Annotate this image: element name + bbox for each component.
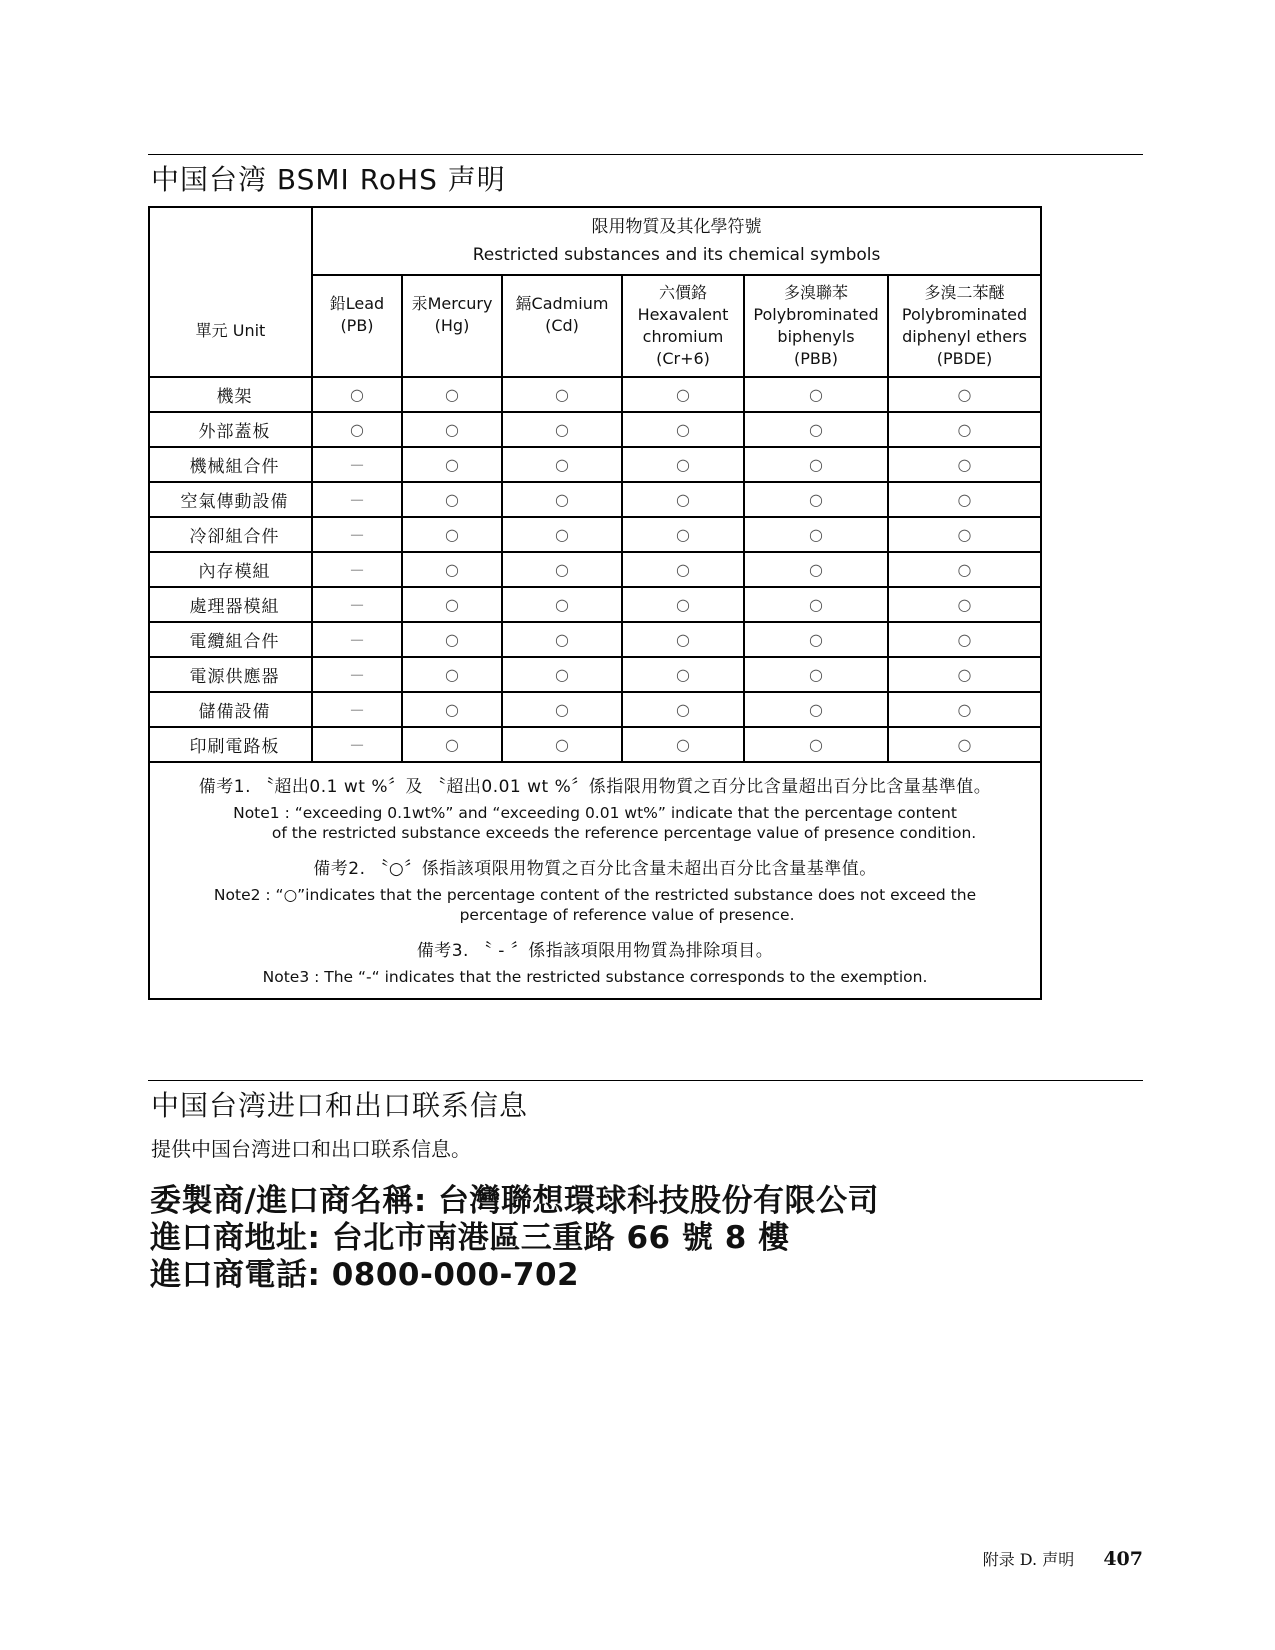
importer-address: 進口商地址: 台北市南港區三重路 66 號 8 樓 [150,1220,790,1256]
circle-mark: ○ [676,490,690,509]
footer-label: 附录 D. 声明 [982,1550,1075,1569]
substances-header-en: Restricted substances and its chemical symbols [472,245,881,265]
note-zh: 備考2. 〝○〞係指該項限用物質之百分比含量未超出百分比含量基準值。 [313,859,877,879]
circle-mark: ○ [676,560,690,579]
circle-mark: ○ [555,735,569,754]
substance-cell [402,692,502,727]
substance-cell [502,622,622,657]
substance-cell [402,587,502,622]
table-row [149,622,1041,657]
column-header-line2: (PB) [340,316,374,335]
substance-cell [888,622,1041,657]
column-header-line0: 六價鉻 [658,283,707,302]
column-header-line1: Hexavalent [637,305,729,324]
importer-name: 委製商/進口商名稱: 台灣聯想環球科技股份有限公司 [150,1183,880,1219]
circle-mark: ○ [676,735,690,754]
substance-cell [622,482,744,517]
component-name: 處理器模組 [149,587,312,622]
circle-mark: ○ [809,560,823,579]
column-header-line2: (Cd) [545,316,579,335]
column-header-line0: 多溴二苯醚 [924,283,1005,302]
substance-cell [502,552,622,587]
circle-mark: ○ [555,700,569,719]
substance-cell [622,587,744,622]
page-footer [983,1547,1143,1570]
circle-mark: ○ [676,700,690,719]
note-en-line1: Note1 : “exceeding 0.1wt%” and “exceeding 0.01 wt%” indicate that the percentage content [233,804,957,823]
column-header-line1: Polybrominated [901,305,1028,324]
circle-mark: ○ [957,420,972,439]
circle-mark: ○ [350,385,364,404]
column-header-line3 [503,337,621,359]
table-row [149,447,1041,482]
circle-mark: ○ [676,665,690,684]
circle-mark: ○ [555,420,569,439]
circle-mark: ○ [445,595,459,614]
substance-cell [402,622,502,657]
note-block [158,859,1032,925]
dash-mark: － [348,736,365,755]
circle-mark: ○ [555,560,569,579]
dash-mark: － [348,526,365,545]
column-header-line1: 鉛Lead [329,294,385,313]
column-header [888,275,1041,377]
note-zh: 備考1. 〝超出0.1 wt %〞及 〝超出0.01 wt %〞係指限用物質之百分比含量超出百分比含量基準值。 [198,777,992,797]
column-header [744,275,888,377]
dash-mark: － [348,666,365,685]
substance-cell [888,727,1041,762]
substance-cell [622,657,744,692]
section1-title: 中国台湾 BSMI RoHS 声明 [151,163,506,196]
circle-mark: ○ [676,385,690,404]
column-header-line1: 鎘Cadmium [515,294,609,313]
note-en-line2: of the restricted substance exceeds the reference percentage value of presence condition. [271,823,977,842]
substance-cell [312,657,402,692]
substance-cell [312,517,402,552]
section2-intro: 提供中国台湾进口和出口联系信息。 [151,1137,471,1161]
circle-mark: ○ [445,420,459,439]
note-en-line1: Note3 : The “-“ indicates that the restricted substance corresponds to the exemption. [262,968,928,987]
substance-cell [622,447,744,482]
circle-mark: ○ [957,525,972,544]
component-name: 冷卻組合件 [149,517,312,552]
substance-cell [622,517,744,552]
circle-mark: ○ [957,385,972,404]
table-row [149,657,1041,692]
substance-cell [312,552,402,587]
rohs-table [148,206,1042,1000]
column-header-line2: biphenyls [777,327,855,346]
substance-cell [312,412,402,447]
substance-cell [744,622,888,657]
substance-cell [744,482,888,517]
substances-header-zh: 限用物質及其化學符號 [591,217,762,237]
substance-cell [622,412,744,447]
circle-mark: ○ [809,700,823,719]
importer-phone: 進口商電話: 0800-000-702 [150,1257,580,1293]
table-row [149,412,1041,447]
note-zh: 備考3. 〝 - 〞係指該項限用物質為排除項目。 [416,941,774,961]
substance-cell [502,412,622,447]
substance-cell [744,692,888,727]
circle-mark: ○ [555,630,569,649]
component-name: 外部蓋板 [149,412,312,447]
table-row [149,377,1041,412]
circle-mark: ○ [445,735,459,754]
circle-mark: ○ [555,665,569,684]
circle-mark: ○ [957,490,972,509]
note-en [158,804,1032,843]
column-header [502,275,622,377]
column-header-line2: diphenyl ethers [902,327,1027,346]
table-row [149,587,1041,622]
note-en-line1: Note2 : “○”indicates that the percentage content of the restricted substance does not exceed the [213,886,977,905]
substance-cell [888,482,1041,517]
table-row [149,552,1041,587]
column-header [312,275,402,377]
substance-cell [312,482,402,517]
section2-title: 中国台湾进口和出口联系信息 [151,1089,529,1122]
substance-cell [502,447,622,482]
table-row [149,482,1041,517]
substance-cell [502,727,622,762]
substance-cell [402,412,502,447]
circle-mark: ○ [957,700,972,719]
circle-mark: ○ [809,455,823,474]
circle-mark: ○ [957,560,972,579]
note-en-line2: percentage of reference value of presence. [459,905,795,924]
component-name: 機架 [149,377,312,412]
circle-mark: ○ [809,630,823,649]
unit-header: 單元 Unit [149,207,312,377]
substance-cell [312,587,402,622]
substance-cell [744,412,888,447]
circle-mark: ○ [676,595,690,614]
substance-cell [744,657,888,692]
substance-cell [888,377,1041,412]
substance-cell [502,587,622,622]
circle-mark: ○ [555,525,569,544]
circle-mark: ○ [445,700,459,719]
circle-mark: ○ [555,595,569,614]
circle-mark: ○ [445,525,459,544]
substance-cell [622,377,744,412]
substance-cell [888,517,1041,552]
contact-info [150,1183,879,1294]
notes-cell [149,762,1041,999]
circle-mark: ○ [676,630,690,649]
substance-cell [888,587,1041,622]
note-en [158,968,1032,987]
circle-mark: ○ [445,490,459,509]
component-name: 電纜組合件 [149,622,312,657]
substance-cell [622,692,744,727]
dash-mark: － [348,631,365,650]
substance-cell [402,727,502,762]
circle-mark: ○ [809,735,823,754]
circle-mark: ○ [350,420,364,439]
substance-cell [744,552,888,587]
substance-cell [402,447,502,482]
substance-cell [888,552,1041,587]
substance-cell [744,447,888,482]
dash-mark: － [348,596,365,615]
substance-cell [502,657,622,692]
substances-header [312,207,1041,275]
substance-cell [502,377,622,412]
note-block [158,777,1032,843]
dash-mark: － [348,701,365,720]
substance-cell [744,377,888,412]
column-header-line0: 多溴聯苯 [783,283,848,302]
dash-mark: － [348,456,365,475]
column-header-line2: chromium [642,327,724,346]
circle-mark: ○ [555,490,569,509]
column-header-line3 [313,337,401,359]
component-name: 印刷電路板 [149,727,312,762]
column-header-line2: (Hg) [434,316,470,335]
circle-mark: ○ [676,455,690,474]
substance-cell [402,657,502,692]
page-number: 407 [1103,1548,1143,1570]
substance-cell [622,727,744,762]
substance-cell [312,622,402,657]
table-row [149,517,1041,552]
circle-mark: ○ [957,735,972,754]
circle-mark: ○ [445,665,459,684]
component-name: 儲備設備 [149,692,312,727]
table-row [149,692,1041,727]
column-header-line1: Polybrominated [753,305,879,324]
note-en [158,886,1032,925]
substance-cell [312,727,402,762]
section2-rule [148,1080,1143,1081]
note-block [158,941,1032,988]
circle-mark: ○ [809,665,823,684]
dash-mark: － [348,491,365,510]
circle-mark: ○ [809,385,823,404]
column-header-line3: (Cr+6) [656,349,710,368]
substance-cell [402,482,502,517]
column-header-line3: (PBB) [793,349,839,368]
circle-mark: ○ [809,490,823,509]
table-row [149,727,1041,762]
circle-mark: ○ [555,385,569,404]
circle-mark: ○ [676,525,690,544]
circle-mark: ○ [555,455,569,474]
circle-mark: ○ [957,630,972,649]
column-header-line3 [403,337,501,359]
component-name: 空氣傳動設備 [149,482,312,517]
substance-cell [744,727,888,762]
circle-mark: ○ [809,525,823,544]
circle-mark: ○ [957,665,972,684]
circle-mark: ○ [445,560,459,579]
substance-cell [888,657,1041,692]
substance-cell [312,447,402,482]
circle-mark: ○ [957,455,972,474]
substance-cell [312,692,402,727]
substance-cell [744,517,888,552]
column-header [402,275,502,377]
circle-mark: ○ [809,420,823,439]
column-header [622,275,744,377]
substance-cell [888,447,1041,482]
column-header-line1: 汞Mercury [411,294,493,313]
substance-cell [744,587,888,622]
substance-cell [888,692,1041,727]
component-name: 電源供應器 [149,657,312,692]
component-name: 機械組合件 [149,447,312,482]
circle-mark: ○ [445,630,459,649]
substance-cell [622,552,744,587]
circle-mark: ○ [676,420,690,439]
circle-mark: ○ [445,455,459,474]
substance-cell [888,412,1041,447]
column-header-line3: (PBDE) [936,349,993,368]
substance-cell [312,377,402,412]
component-name: 內存模組 [149,552,312,587]
substance-cell [622,622,744,657]
substance-cell [502,482,622,517]
dash-mark: － [348,561,365,580]
substance-cell [402,517,502,552]
substance-cell [402,552,502,587]
circle-mark: ○ [445,385,459,404]
circle-mark: ○ [809,595,823,614]
circle-mark: ○ [957,595,972,614]
substance-cell [502,517,622,552]
substance-cell [502,692,622,727]
substance-cell [402,377,502,412]
section1-rule [148,154,1143,155]
